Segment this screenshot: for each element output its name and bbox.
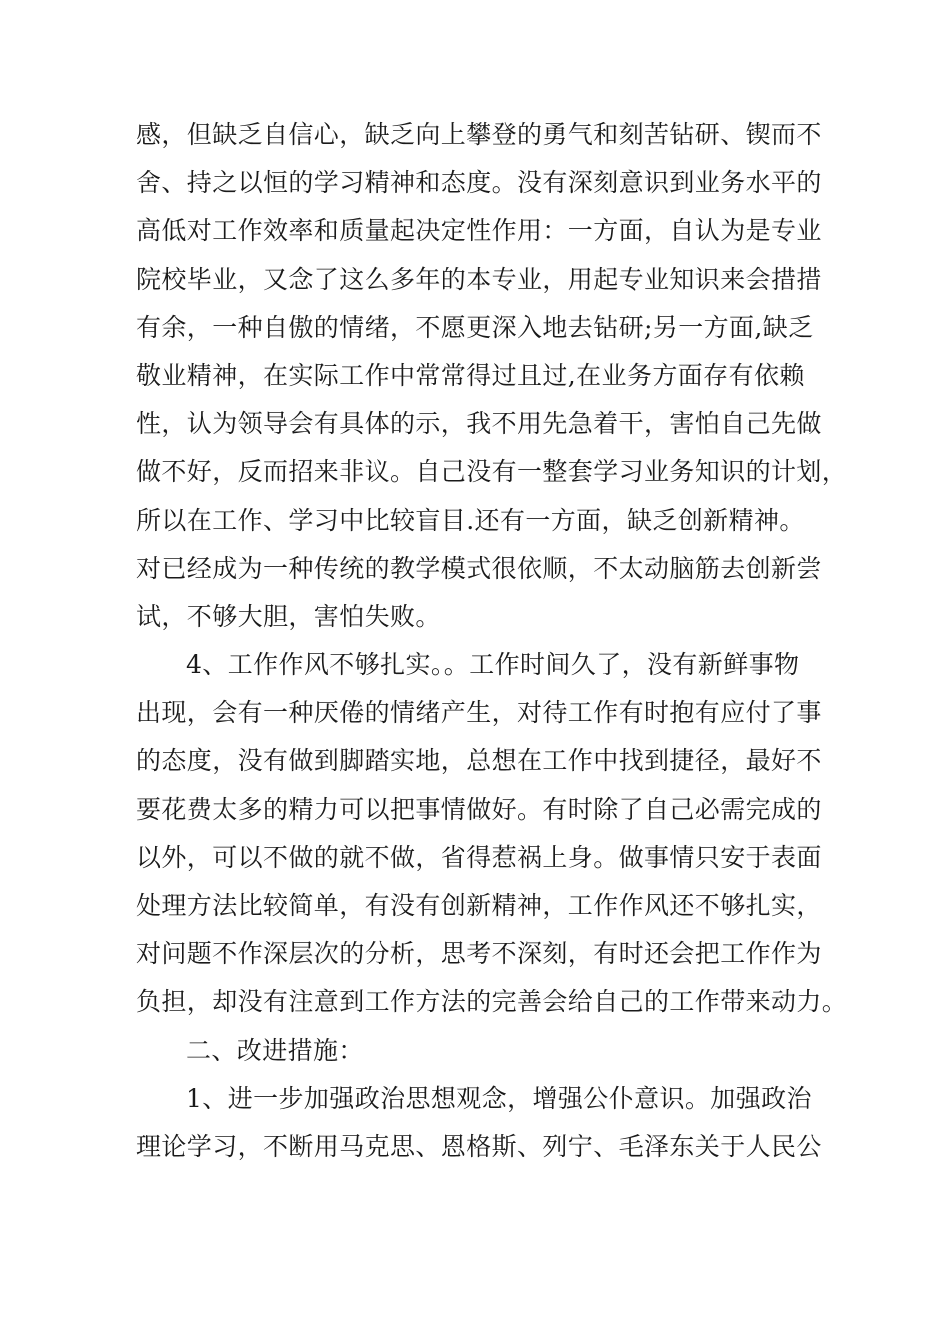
text-line: 以外，可以不做的就不做，省得惹祸上身。做事情只安于表面 bbox=[136, 842, 822, 872]
text-line: 所以在工作、学习中比较盲目.还有一方面，缺乏创新精神。 bbox=[136, 505, 805, 535]
text-line: 做不好，反而招来非议。自己没有一整套学习业务知识的计划， bbox=[136, 457, 848, 487]
text-line: 负担，却没有注意到工作方法的完善会给自己的工作带来动力。 bbox=[136, 987, 848, 1017]
text-line: 4、工作作风不够扎实。。工作时间久了，没有新鲜事物 bbox=[186, 650, 800, 680]
text-line: 理论学习，不断用马克思、恩格斯、列宁、毛泽东关于人民公 bbox=[136, 1131, 822, 1161]
text-line: 对问题不作深层次的分析，思考不深刻，有时还会把工作作为 bbox=[136, 939, 822, 969]
text-line: 二、改进措施： bbox=[186, 1035, 364, 1065]
text-line: 对已经成为一种传统的教学模式很依顺，不太动脑筋去创新尝 bbox=[136, 553, 822, 583]
text-line: 高低对工作效率和质量起决定性作用：一方面，自认为是专业 bbox=[136, 216, 822, 246]
text-line: 舍、持之以恒的学习精神和态度。没有深刻意识到业务水平的 bbox=[136, 168, 822, 198]
text-line: 试，不够大胆，害怕失败。 bbox=[136, 601, 441, 631]
text-line: 性，认为领导会有具体的示，我不用先急着干，害怕自己先做 bbox=[136, 409, 822, 439]
text-line: 感，但缺乏自信心，缺乏向上攀登的勇气和刻苦钻研、锲而不 bbox=[136, 120, 822, 149]
text-line: 有余，一种自傲的情绪，不愿更深入地去钻研;另一方面,缺乏 bbox=[136, 312, 814, 342]
text-line: 要花费太多的精力可以把事情做好。有时除了自己必需完成的 bbox=[136, 794, 822, 824]
text-line: 1、进一步加强政治思想观念，增强公仆意识。加强政治 bbox=[186, 1083, 812, 1113]
document-body bbox=[136, 111, 848, 1171]
text-line: 出现，会有一种厌倦的情绪产生，对待工作有时抱有应付了事 bbox=[136, 698, 822, 728]
text-line: 的态度，没有做到脚踏实地，总想在工作中找到捷径，最好不 bbox=[136, 746, 822, 776]
text-line: 院校毕业，又念了这么多年的本专业，用起专业知识来会措措 bbox=[136, 264, 822, 294]
text-line: 敬业精神，在实际工作中常常得过且过,在业务方面存有依赖 bbox=[136, 360, 805, 390]
text-line: 处理方法比较简单，有没有创新精神，工作作风还不够扎实， bbox=[136, 891, 822, 920]
